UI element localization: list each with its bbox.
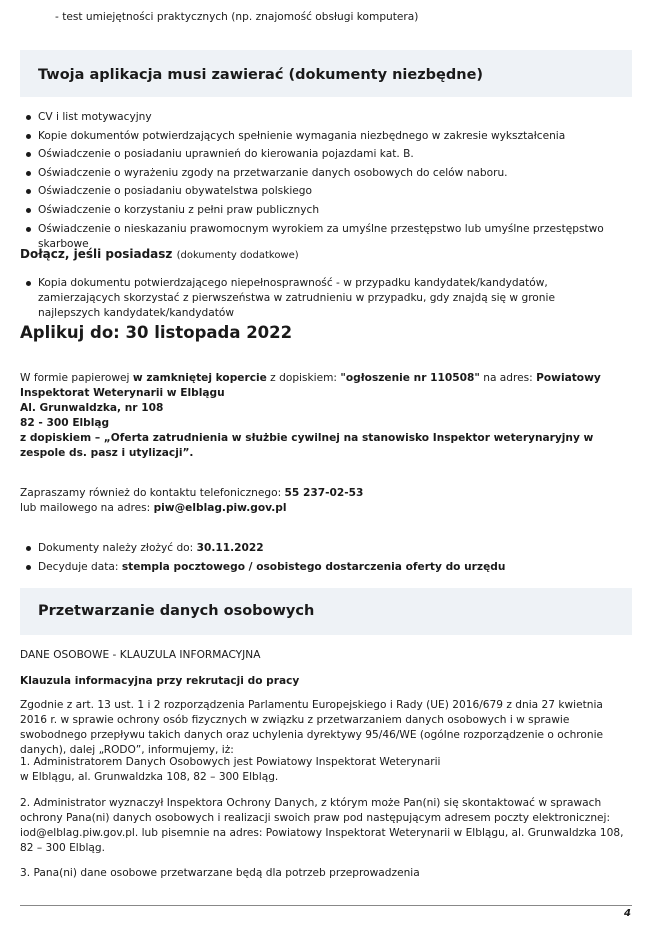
optional-note: (dokumenty dodatkowe) <box>176 250 299 261</box>
list-item: Oświadczenie o nieskazaniu prawomocnym wyrokiem za umyślne przestępstwo lub umyślne przestępstwo skarbowe <box>20 222 640 241</box>
required-docs-panel <box>20 50 632 97</box>
phone-number: 55 237-02-53 <box>284 487 364 499</box>
required-docs-title: Twoja aplikacja musi zawierać (dokumenty niezbędne) <box>38 67 484 83</box>
address-line: 82 - 300 Elbląg <box>20 417 110 429</box>
list-item: Oświadczenie o posiadaniu obywatelstwa polskiego <box>20 184 640 203</box>
optional-docs-title <box>20 247 299 263</box>
list-item: Oświadczenie o wyrażeniu zgody na przetwarzanie danych osobowych do celów naboru. <box>20 166 640 185</box>
page-number: 4 <box>624 908 631 919</box>
top-list-item: - test umiejętności praktycznych (np. znajomość obsługi komputera) <box>55 11 419 23</box>
text-bold: "ogłoszenie nr 110508" <box>340 372 480 384</box>
list-item <box>20 560 640 579</box>
text: Decyduje data: <box>38 560 122 573</box>
privacy-intro: Zgodnie z art. 13 ust. 1 i 2 rozporządzenia Parlamentu Europejskiego i Rady (UE) 2016/679 z dnia 27 kwietnia 2016 r. w sprawie ochrony osób fizycznych w związku z przetwarzaniem danych osobowych i w sprawie swobodnego przepływu takich danych oraz uchylenia dyrektywy 95/46/WE (ogólne rozporządzenie o ochronie danych), dalej „RODO”, informujemy, iż: <box>20 699 604 756</box>
application-instructions <box>20 371 632 461</box>
envelope-note: z dopiskiem – „Oferta zatrudnienia w służbie cywilnej na stanowisko Inspektor weterynaryjny w zespole ds. pasz i utylizacji”. <box>20 432 594 459</box>
privacy-subtitle: Klauzula informacyjna przy rekrutacji do pracy <box>20 675 300 687</box>
required-docs-list <box>20 110 640 250</box>
list-item: Kopie dokumentów potwierdzających spełnienie wymagania niezbędnego w zakresie wykształcenia <box>20 129 640 148</box>
text: lub mailowego na adres: <box>20 502 154 514</box>
list-item: Oświadczenie o korzystaniu z pełni praw publicznych <box>20 203 640 222</box>
privacy-point-1 <box>20 755 632 785</box>
email-address: piw@elblag.piw.gov.pl <box>153 502 287 514</box>
list-item: CV i list motywacyjny <box>20 110 640 129</box>
text: na adres: <box>479 372 537 384</box>
privacy-title: Przetwarzanie danych osobowych <box>38 603 315 619</box>
list-item <box>20 541 640 560</box>
deadline-date: 30.11.2022 <box>196 542 264 554</box>
deadline-list <box>20 541 640 578</box>
text-bold: w zamkniętej kopercie <box>132 372 267 384</box>
footer-divider <box>20 905 632 906</box>
text: Dokumenty należy złożyć do: <box>38 542 197 554</box>
contact-info <box>20 486 632 516</box>
privacy-point-2: 2. Administrator wyznaczył Inspektora Ochrony Danych, z którym może Pan(ni) się skontaktować w sprawach ochrony Pana(ni) danych osobowych i realizacji swoich praw pod następującym adresem poczty elektronicznej: iod@elblag.piw.gov.pl. lub pisemnie na adres: Powiatowy Inspektorat Weterynarii w Elblągu, al. Grunwaldzka 108, 82 – 300 Elbląg. <box>20 797 624 854</box>
address-name: Powiatowy Inspektorat Weterynarii w Elblągu <box>20 372 601 399</box>
address-line: Al. Grunwaldzka, nr 108 <box>20 402 164 414</box>
optional-title-text: Dołącz, jeśli posiadasz <box>20 247 173 261</box>
text: 1. Administratorem Danych Osobowych jest Powiatowy Inspektorat Weterynarii <box>20 756 441 768</box>
optional-docs-list <box>20 276 620 328</box>
list-item: Oświadczenie o posiadaniu uprawnień do kierowania pojazdami kat. B. <box>20 147 640 166</box>
privacy-panel <box>20 588 632 635</box>
privacy-caption: DANE OSOBOWE - KLAUZULA INFORMACYJNA <box>20 649 261 661</box>
privacy-point-3: 3. Pana(ni) dane osobowe przetwarzane będą dla potrzeb przeprowadzenia <box>20 867 420 879</box>
list-item: Kopia dokumentu potwierdzającego niepełnosprawność - w przypadku kandydatek/kandydatów, zamierzających skorzystać z pierwszeństwa w zatrudnieniu w przypadku, gdy znajdą się w gronie najlepszych kandydatek/kandydatów <box>20 276 620 321</box>
text: Zapraszamy również do kontaktu telefonicznego: <box>20 487 285 499</box>
text: w Elblągu, al. Grunwaldzka 108, 82 – 300 Elbląg. <box>20 771 279 783</box>
text: W formie papierowej <box>20 372 133 384</box>
text: z dopiskiem: <box>266 372 341 384</box>
apply-deadline-heading: Aplikuj do: 30 listopada 2022 <box>20 323 293 342</box>
decides-value: stempla pocztowego / osobistego dostarczenia oferty do urzędu <box>121 560 506 573</box>
